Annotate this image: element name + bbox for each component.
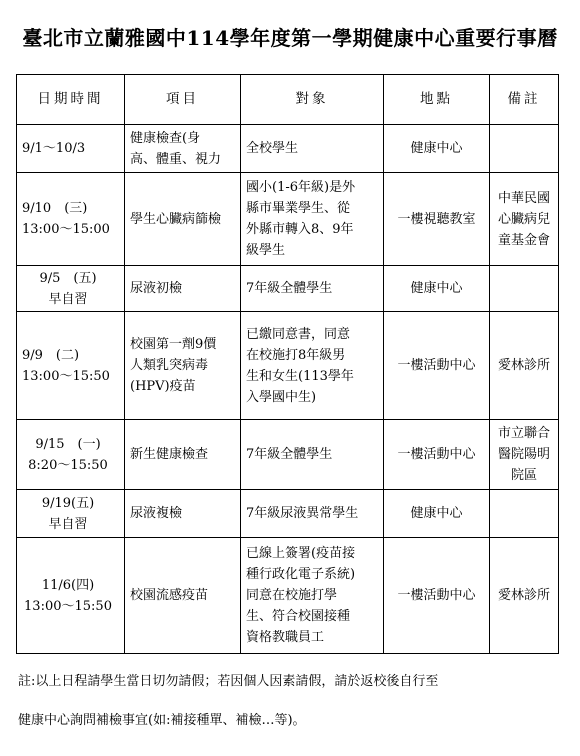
- target-cell: [241, 312, 384, 420]
- target-text: 入學國中生): [246, 389, 317, 405]
- table-row: [17, 125, 559, 173]
- header-item: 項目: [125, 75, 241, 125]
- date-cell: [17, 490, 125, 538]
- target-text: 外縣市轉入8、9年: [246, 222, 354, 237]
- table-row: [17, 420, 559, 490]
- note-text: 心臟病兒: [497, 211, 550, 227]
- note-cell: [490, 125, 559, 173]
- date-text: 9/1～10/3: [22, 141, 86, 156]
- date-text: 9/19(五): [41, 495, 95, 511]
- schedule-rows: [17, 125, 559, 654]
- header-target: 對象: [241, 75, 384, 125]
- target-text: 已線上簽署(疫苗接: [246, 546, 356, 561]
- date-cell: [17, 173, 125, 266]
- item-text: 尿液複檢: [130, 506, 183, 521]
- item-cell: [125, 420, 241, 490]
- note-text: 童基金會: [497, 232, 550, 248]
- date-text: 早自習: [48, 516, 88, 532]
- place-cell: 一樓活動中心: [384, 538, 490, 654]
- item-text: 人類乳突病毒: [130, 358, 209, 373]
- date-text: 13:00～15:50: [24, 598, 112, 614]
- target-text: 7年級全體學生: [246, 447, 333, 462]
- item-text: 學生心臟病篩檢: [130, 211, 222, 227]
- note-text: 愛林診所: [497, 358, 550, 373]
- item-text: 健康檢查(身: [130, 130, 201, 146]
- date-text: 9/9 (二): [22, 347, 80, 363]
- target-cell: [241, 125, 384, 173]
- header-note: 備註: [490, 75, 559, 125]
- target-cell: [241, 173, 384, 266]
- place-cell: 一樓活動中心: [384, 420, 490, 490]
- item-text: 尿液初檢: [130, 281, 183, 296]
- target-cell: [241, 266, 384, 312]
- date-cell: [17, 538, 125, 654]
- date-text: 13:00～15:50: [22, 368, 110, 384]
- table-row: [17, 312, 559, 420]
- item-text: 新生健康檢查: [130, 447, 209, 462]
- item-text: 校園第一劑9價: [130, 337, 217, 352]
- note-text: 院區: [510, 468, 537, 483]
- target-text: 已繳同意書，同意: [246, 326, 351, 342]
- date-cell: [17, 420, 125, 490]
- item-cell: [125, 173, 241, 266]
- target-text: 資格教職員工: [246, 630, 325, 645]
- note-text: 中華民國: [497, 190, 550, 206]
- footnote-line-2: 健康中心詢問補檢事宜(如:補接種單、補檢…等)。: [18, 713, 306, 728]
- date-text: 早自習: [48, 291, 88, 307]
- date-cell: [17, 125, 125, 173]
- date-text: 8:20～15:50: [28, 457, 108, 473]
- target-text: 國小(1-6年級)是外: [246, 180, 356, 195]
- target-cell: [241, 538, 384, 654]
- date-text: 9/5 (五): [39, 270, 97, 286]
- note-text: 市立聯合: [497, 426, 550, 441]
- target-text: 生、符合校園接種: [246, 609, 351, 624]
- footnote-line-1: 註:以上日程請學生當日切勿請假；若因個人因素請假，請於返校後自行至: [18, 674, 439, 689]
- date-text: 9/15 (一): [35, 436, 101, 452]
- place-cell: 一樓活動中心: [384, 312, 490, 420]
- header-date: 日期時間: [17, 75, 125, 125]
- note-cell: [490, 538, 559, 654]
- target-text: 生和女生(113學年: [246, 368, 354, 384]
- target-cell: [241, 420, 384, 490]
- item-text: 高、體重、視力: [130, 151, 222, 167]
- target-text: 同意在校施打學: [246, 588, 338, 603]
- place-cell: 一樓視聽教室: [384, 173, 490, 266]
- date-text: 11/6(四): [41, 577, 95, 593]
- schedule-table: [16, 74, 559, 654]
- target-cell: [241, 490, 384, 538]
- table-row: [17, 538, 559, 654]
- target-text: 級學生: [246, 243, 286, 258]
- place-cell: 健康中心: [384, 125, 490, 173]
- place-cell: 健康中心: [384, 490, 490, 538]
- page-title: 臺北市立蘭雅國中114學年度第一學期健康中心重要行事曆: [22, 26, 558, 50]
- item-cell: [125, 312, 241, 420]
- item-text: 校園流感疫苗: [130, 588, 209, 603]
- target-text: 種行政化電子系統): [246, 567, 356, 582]
- date-text: 9/10 (三): [22, 201, 88, 216]
- date-text: 13:00～15:00: [22, 222, 110, 237]
- item-text: (HPV)疫苗: [130, 379, 196, 394]
- note-cell: [490, 312, 559, 420]
- note-cell: [490, 173, 559, 266]
- note-cell: [490, 266, 559, 312]
- target-text: 在校施打8年級男: [246, 347, 346, 363]
- table-header-row: [17, 75, 559, 125]
- item-cell: [125, 125, 241, 173]
- item-cell: [125, 266, 241, 312]
- table-row: [17, 266, 559, 312]
- note-text: 愛林診所: [497, 588, 550, 603]
- date-cell: [17, 266, 125, 312]
- note-text: 醫院陽明: [497, 447, 550, 462]
- item-cell: [125, 538, 241, 654]
- note-cell: [490, 490, 559, 538]
- date-cell: [17, 312, 125, 420]
- header-place: 地點: [384, 75, 490, 125]
- target-text: 全校學生: [246, 141, 299, 156]
- target-text: 7年級全體學生: [246, 281, 333, 296]
- place-cell: 健康中心: [384, 266, 490, 312]
- table-row: [17, 490, 559, 538]
- table-row: [17, 173, 559, 266]
- target-text: 縣市畢業學生、從: [246, 201, 351, 216]
- note-cell: [490, 420, 559, 490]
- item-cell: [125, 490, 241, 538]
- target-text: 7年級尿液異常學生: [246, 506, 359, 521]
